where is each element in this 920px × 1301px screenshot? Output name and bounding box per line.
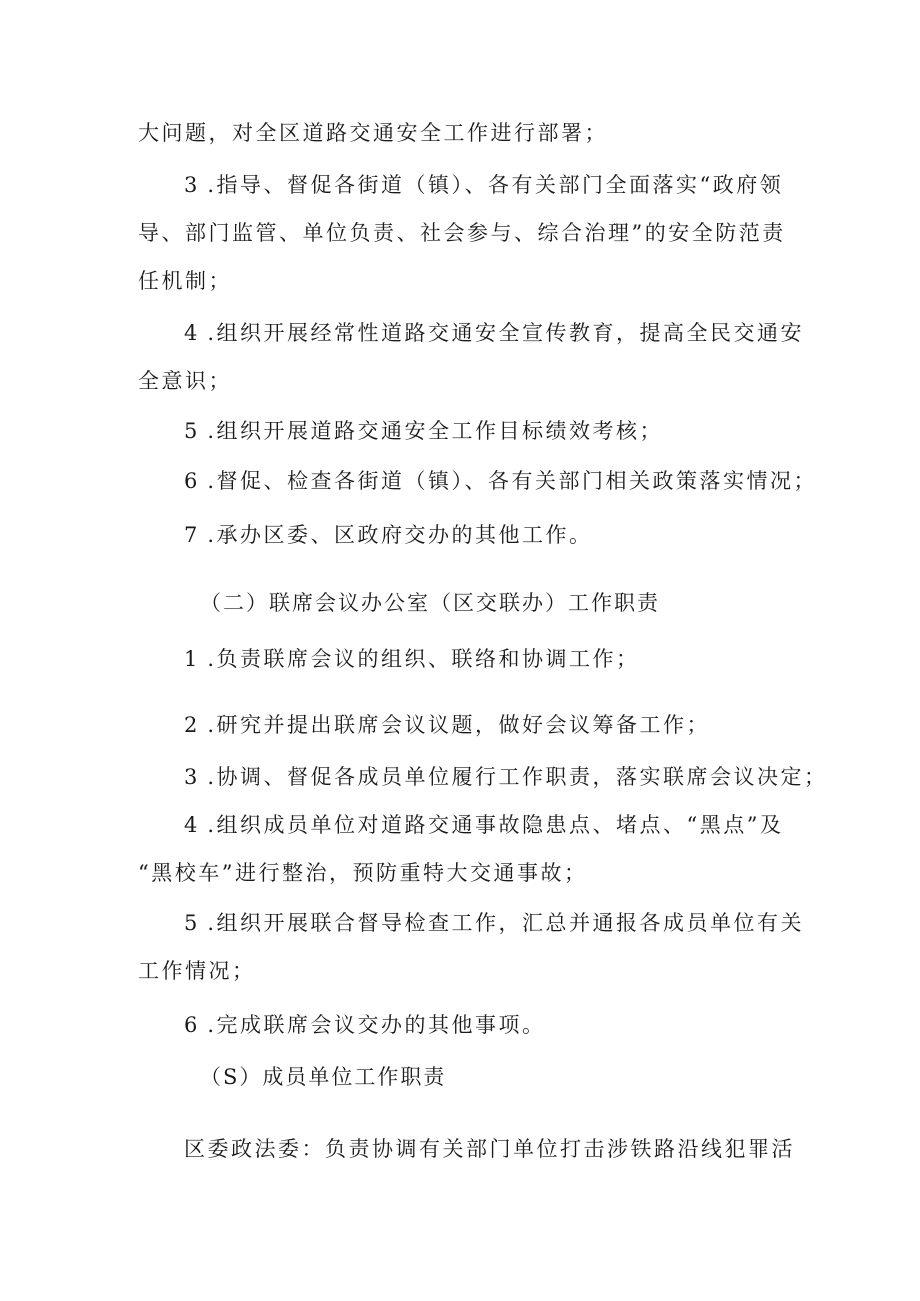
- section-heading: （S）成员单位工作职责: [200, 1065, 447, 1089]
- list-item-first-line: [184, 170, 783, 200]
- paragraph-line: 全意识；: [138, 369, 232, 393]
- item-number: 4: [184, 813, 198, 837]
- item-number: 3: [184, 173, 198, 197]
- paragraph-line: 工作情况；: [138, 959, 256, 983]
- item-text: .协调、督促各成员单位履行工作职责，落实联席会议决定；: [207, 765, 828, 789]
- item-number: 1: [184, 647, 198, 671]
- item-number: 7: [184, 523, 198, 547]
- item-number: 3: [184, 765, 198, 789]
- item-text: .指导、督促各街道（镇）、各有关部门全面落实“政府领: [207, 173, 784, 197]
- list-item-first-line: [184, 710, 710, 740]
- item-text: .研究并提出联席会议议题，做好会议筹备工作；: [207, 713, 711, 737]
- list-item-first-line: [184, 762, 828, 792]
- list-item-first-line: [184, 908, 804, 938]
- item-text: .组织成员单位对道路交通事故隐患点、堵点、“黑点”及: [207, 813, 784, 837]
- item-text: .组织开展联合督导检查工作，汇总并通报各成员单位有关: [207, 911, 805, 935]
- paragraph-line: 区委政法委：负责协调有关部门单位打击涉铁路沿线犯罪活: [184, 1137, 795, 1161]
- item-text: .督促、检查各街道（镇）、各有关部门相关政策落实情况；: [207, 469, 818, 493]
- paragraph-line: 任机制；: [138, 269, 232, 293]
- list-item-first-line: [184, 1010, 546, 1040]
- item-number: 5: [184, 911, 198, 935]
- item-text: .承办区委、区政府交办的其他工作。: [207, 523, 593, 547]
- item-number: 5: [184, 419, 198, 443]
- item-text: .组织开展经常性道路交通安全宣传教育，提高全民交通安: [207, 321, 805, 345]
- list-item-first-line: [184, 318, 804, 348]
- item-text: .组织开展道路交通安全工作目标绩效考核；: [207, 419, 664, 443]
- list-item-first-line: [184, 466, 817, 496]
- list-item-first-line: [184, 416, 663, 446]
- item-text: .负责联席会议的组织、联络和协调工作；: [207, 647, 640, 671]
- list-item-first-line: [184, 644, 640, 674]
- list-item-first-line: [184, 520, 593, 550]
- item-number: 6: [184, 469, 198, 493]
- list-item-first-line: [184, 810, 784, 840]
- paragraph-line: “黑校车”进行整治，预防重特大交通事故；: [138, 861, 588, 885]
- item-number: 2: [184, 713, 198, 737]
- item-number: 4: [184, 321, 198, 345]
- paragraph-line: 导、部门监管、单位负责、社会参与、综合治理”的安全防范责: [138, 221, 786, 245]
- paragraph-line: 大问题，对全区道路交通安全工作进行部署；: [138, 121, 608, 145]
- section-heading: （二）联席会议办公室（区交联办）工作职责: [200, 591, 660, 615]
- item-text: .完成联席会议交办的其他事项。: [207, 1013, 546, 1037]
- item-number: 6: [184, 1013, 198, 1037]
